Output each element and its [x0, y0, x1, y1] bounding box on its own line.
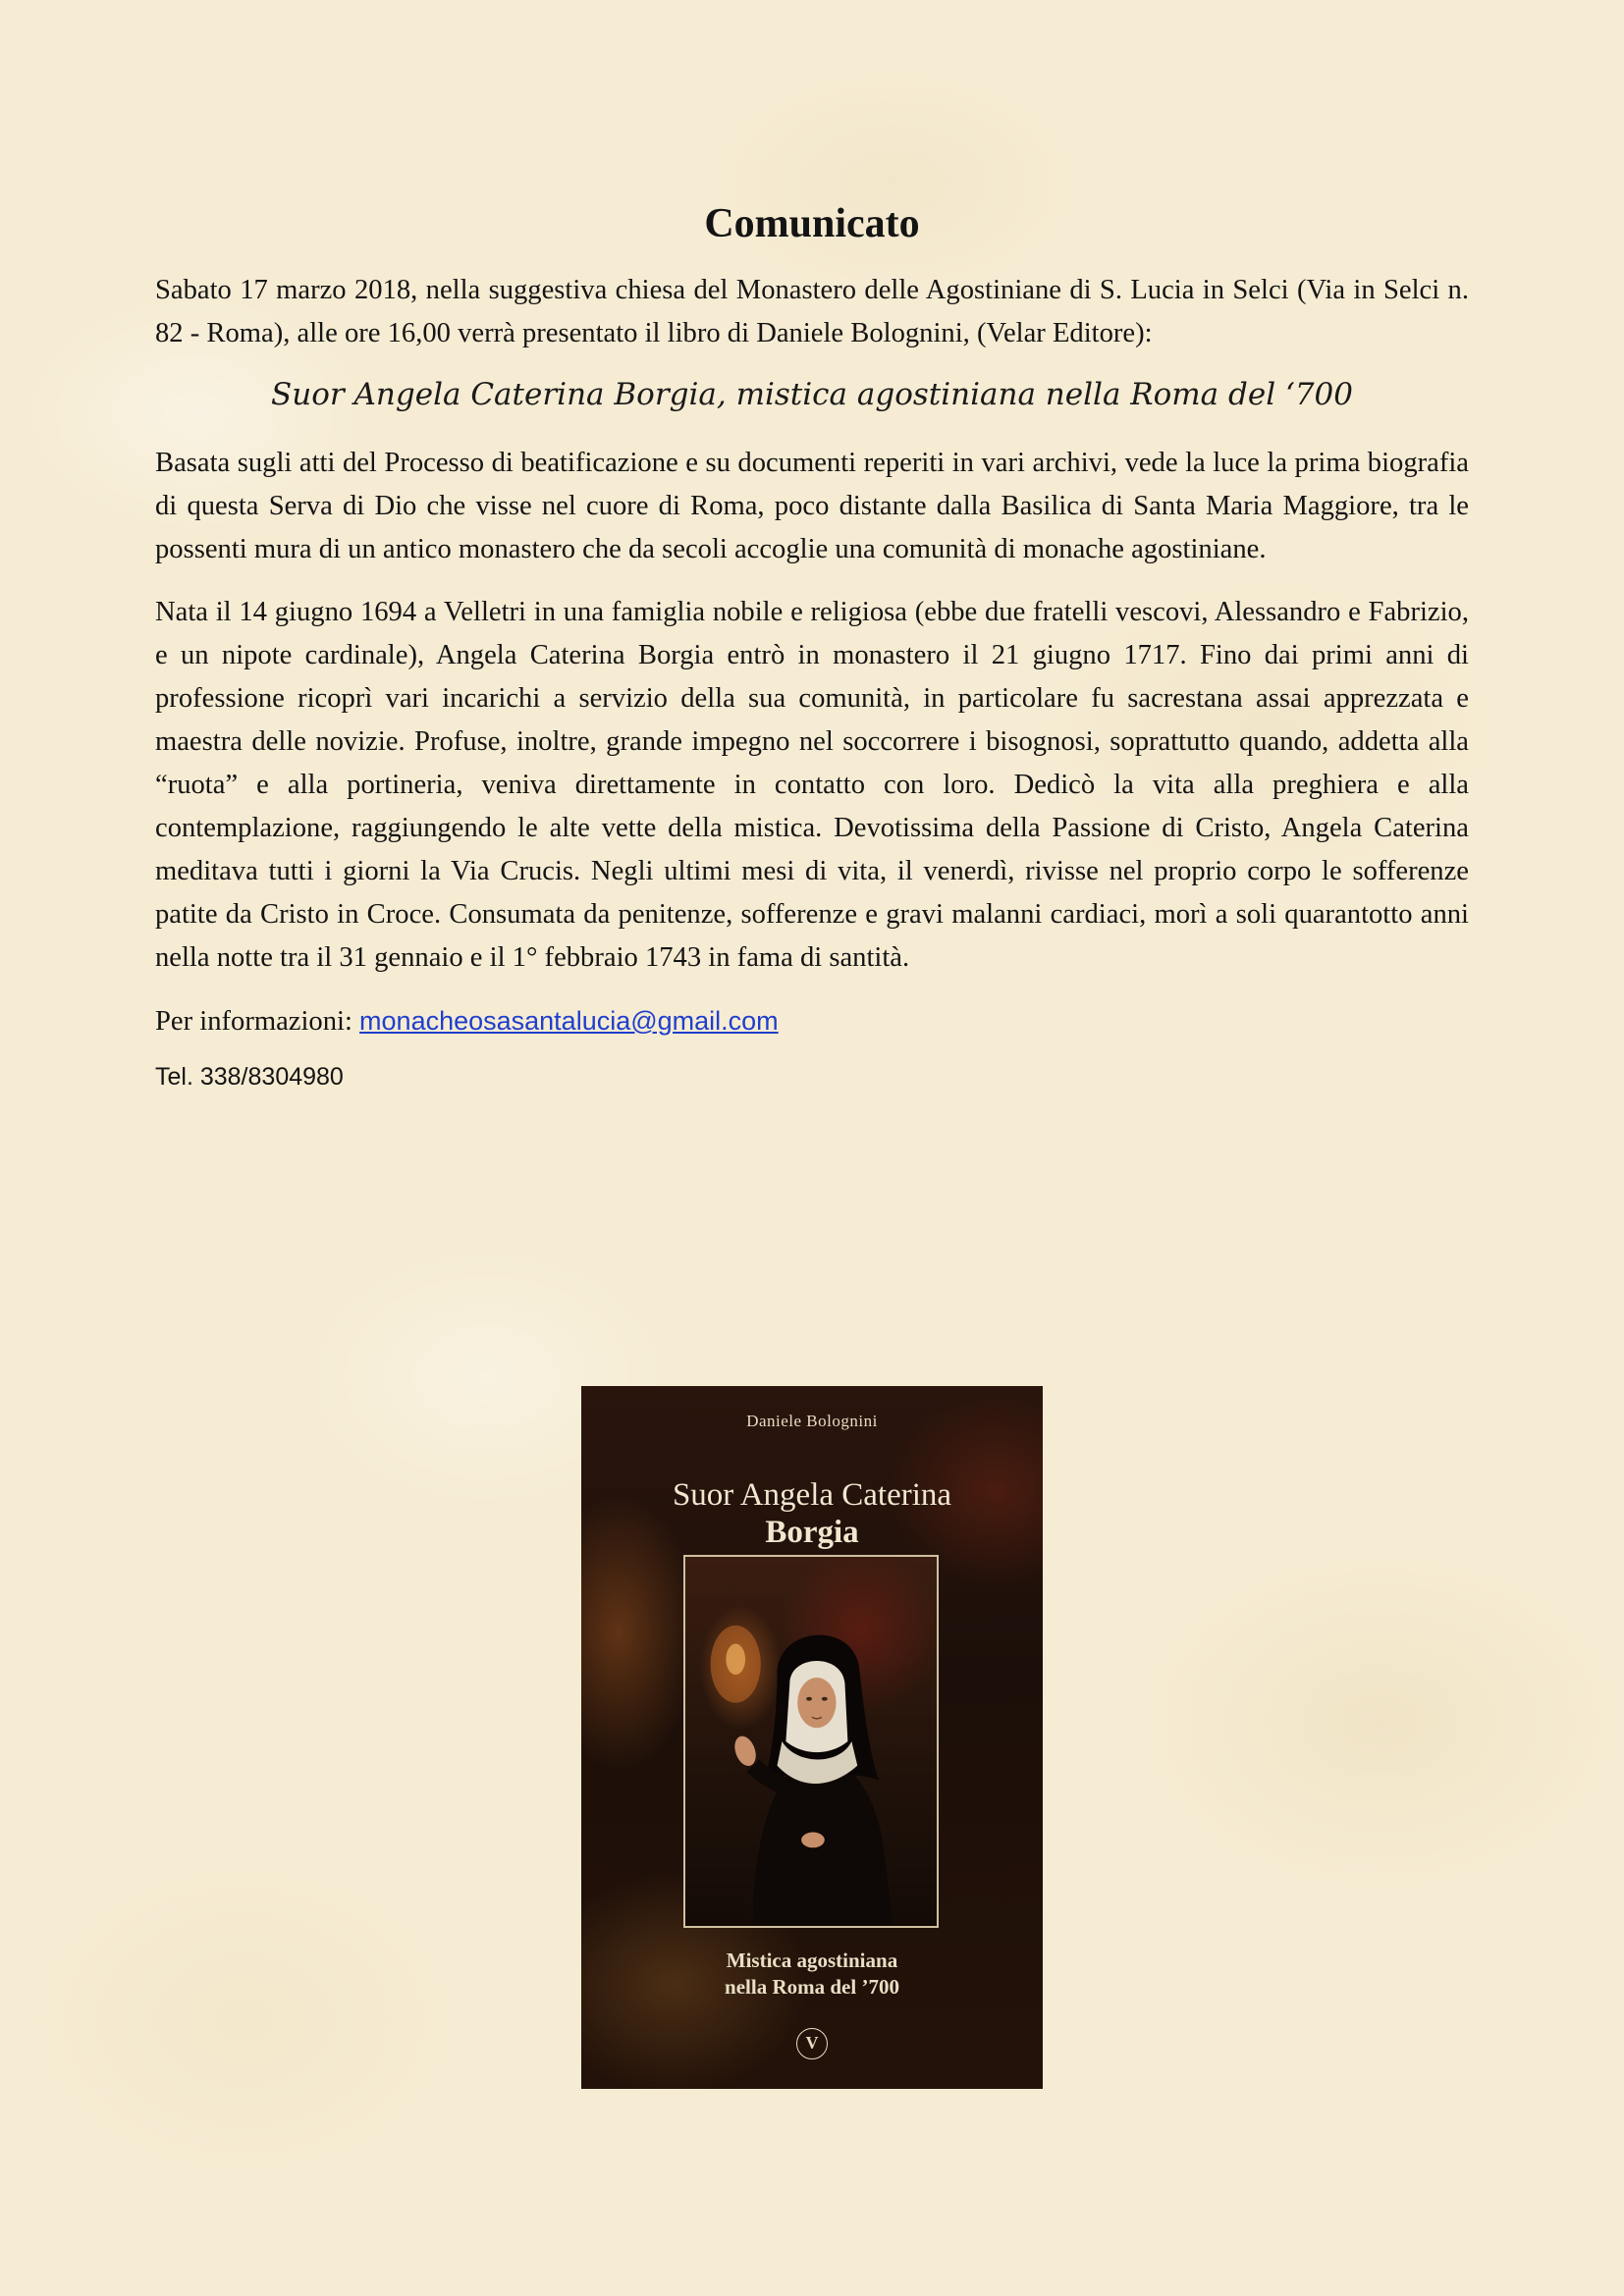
cover-subtitle: [581, 1948, 1043, 2001]
book-cover-image: [581, 1386, 1043, 2089]
cover-subtitle-line-1: Mistica agostiniana: [726, 1949, 898, 1972]
cover-title-line-1: Suor Angela Caterina: [672, 1477, 952, 1513]
contact-line: [155, 999, 1469, 1043]
body-paragraph-2: Nata il 14 giugno 1694 a Velletri in una famiglia nobile e religiosa (ebbe due fratelli vescovi, Alessandro e Fabrizio, e un nipote cardinale), Angela Caterina Borgia entrò in monastero il 21 giugno 1717. Fino dai primi anni di professione ricoprì vari incarichi a servizio della sua comunità, in particolare fu sacrestana assai apprezzata e maestra delle novizie. Profuse, inoltre, grande impegno nel soccorrere i bisognosi, soprattutto quando, addetta alla “ruota” e alla portineria, veniva direttamente in contatto con loro. Dedicò la vita alla preghiera e alla contemplazione, raggiungendo le alte vette della mistica. Devotissima della Passione di Cristo, Angela Caterina meditava tutti i giorni la Via Crucis. Negli ultimi mesi di vita, il venerdì, rivisse nel proprio corpo le sofferenze patite da Cristo in Croce. Consumata da penitenze, sofferenze e gravi malanni cardiaci, morì a soli quarantotto anni nella notte tra il 31 gennaio e il 1° febbraio 1743 in fama di santità.: [155, 597, 1469, 973]
nun-portrait: [685, 1557, 937, 1926]
cover-title: [581, 1476, 1043, 1551]
email-link[interactable]: monacheosasantalucia@gmail.com: [359, 1006, 779, 1036]
cover-title-line-2: Borgia: [765, 1515, 859, 1550]
book-title: Suor Angela Caterina Borgia, mistica agostiniana nella Roma del ‘700: [271, 377, 1353, 412]
page-title: Comunicato: [704, 201, 920, 246]
cover-subtitle-line-2: nella Roma del ’700: [725, 1975, 899, 1999]
telephone: Tel. 338/8304980: [155, 1063, 344, 1091]
contact-label: Per informazioni:: [155, 1006, 360, 1037]
press-release: [155, 187, 1469, 1096]
publisher-logo-icon: V: [796, 2028, 828, 2059]
body-paragraph-1: Basata sugli atti del Processo di beatificazione e su documenti reperiti in vari archivi, vede la luce la prima biografia di questa Serva di Dio che visse nel cuore di Roma, poco distante dalla Basilica di Santa Maria Maggiore, tra le possenti mura di un antico monastero che da secoli accoglie una comunità di monache agostiniane.: [155, 448, 1469, 564]
cover-author: Daniele Bolognini: [746, 1412, 878, 1430]
intro-paragraph: Sabato 17 marzo 2018, nella suggestiva chiesa del Monastero delle Agostiniane di S. Lucia in Selci (Via in Selci n. 82 - Roma), alle ore 16,00 verrà presentato il libro di Daniele Bolognini, (Velar Editore):: [155, 275, 1469, 348]
cover-portrait-frame: [683, 1555, 939, 1928]
